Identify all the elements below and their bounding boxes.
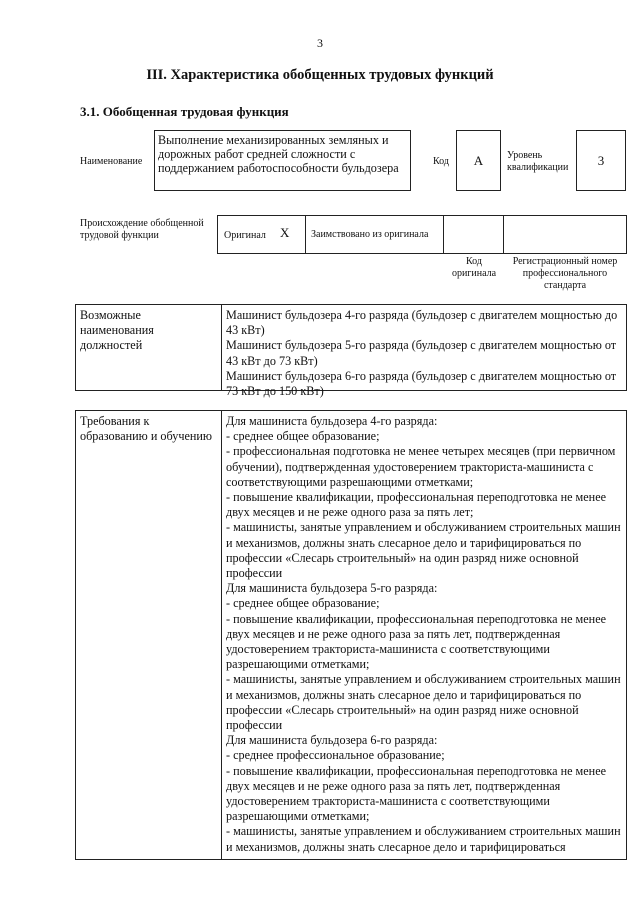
requirement-line: - повышение квалификации, профессиональная переподготовка не менее двух месяцев и не реже одного раза за пять лет, подтвержденная удостоверением тракториста-машиниста с соответствующими разрешающими отметками; (226, 611, 607, 672)
level-value: 3 (597, 152, 605, 168)
level-value-box (576, 130, 626, 191)
requirement-line: Для машиниста бульдозера 6-го разряда: (226, 733, 438, 748)
requirement-line: - повышение квалификации, профессиональная переподготовка не менее двух месяцев и не реже одного раза за пять лет; (226, 490, 607, 520)
origin-code-caption: Код оригинала (451, 256, 497, 279)
requirement-line: - профессиональная подготовка не менее четырех месяцев (при первичном обучении), подтвержденная удостоверением тракториста-машиниста с соответствующими разрешающими отметками; (226, 444, 616, 489)
original-label: Оригинал (224, 230, 266, 241)
position-item: Машинист бульдозера 5-го разряда (бульдозер с двигателем мощностью от 43 кВт до 73 кВт) (226, 338, 617, 368)
requirement-line: - среднее общее образование; (226, 596, 380, 611)
origin-original-cell (218, 216, 306, 253)
position-item: Машинист бульдозера 4-го разряда (бульдозер с двигателем мощностью до 43 кВт) (226, 308, 618, 338)
section-title: III. Характеристика обобщенных трудовых функций (146, 67, 494, 83)
position-item: Машинист бульдозера 6-го разряда (бульдозер с двигателем мощностью от 73 кВт до 150 кВт) (226, 368, 617, 399)
name-label: Наименование (80, 156, 143, 167)
origin-table (217, 215, 627, 254)
requirements-table (75, 410, 627, 860)
requirements-list (222, 411, 626, 859)
subsection-title: 3.1. Обобщенная трудовая функция (80, 104, 289, 119)
positions-table (75, 304, 627, 399)
requirement-line: Для машиниста бульдозера 4-го разряда: (226, 414, 438, 428)
requirement-line: - среднее профессиональное образование; (226, 748, 445, 763)
original-mark: X (280, 225, 290, 240)
origin-code-cell (444, 216, 504, 253)
origin-reg-caption: Регистрационный номер профессионального стандарта (512, 256, 618, 291)
code-value-box (456, 130, 501, 191)
requirement-line: Для машиниста бульдозера 5-го разряда: (226, 581, 438, 596)
requirement-line: - машинисты, занятые управлением и обслуживанием строительных машин и механизмов, должны знать слесарное дело и тарифицироваться по профессии «Слесарь строительный» на один разряд ниже основной профессии (226, 520, 621, 581)
origin-reg-cell (504, 216, 626, 253)
level-label: Уровень квалификации (507, 150, 569, 173)
requirement-line: - машинисты, занятые управлением и обслуживанием строительных машин и механизмов, должны знать слесарное дело и тарифицироваться (226, 824, 621, 854)
requirements-label: Требования к образованию и обучению (76, 411, 222, 859)
code-value: А (473, 152, 484, 168)
code-label: Код (433, 156, 449, 167)
positions-list (222, 305, 626, 399)
requirement-line: - машинисты, занятые управлением и обслуживанием строительных машин и механизмов, должны знать слесарное дело и тарифицироваться по профессии «Слесарь строительный» на один разряд ниже основной профессии (226, 672, 621, 733)
name-value-box: Выполнение механизированных земляных и дорожных работ средней сложности с поддержанием работоспособности бульдозера (154, 130, 411, 191)
requirement-line: - повышение квалификации, профессиональная переподготовка не менее двух месяцев и не реже одного раза за пять лет, подтвержденная удостоверением тракториста-машиниста с соответствующими разрешающими отметками; (226, 763, 607, 824)
page-number: 3 (317, 36, 323, 50)
borrowed-label: Заимствовано из оригинала (311, 229, 429, 240)
origin-borrowed-cell (306, 216, 444, 253)
positions-label: Возможные наименования должностей (76, 305, 222, 390)
origin-label: Происхождение обобщенной трудовой функции (80, 218, 204, 241)
requirement-line: - среднее общее образование; (226, 429, 380, 444)
